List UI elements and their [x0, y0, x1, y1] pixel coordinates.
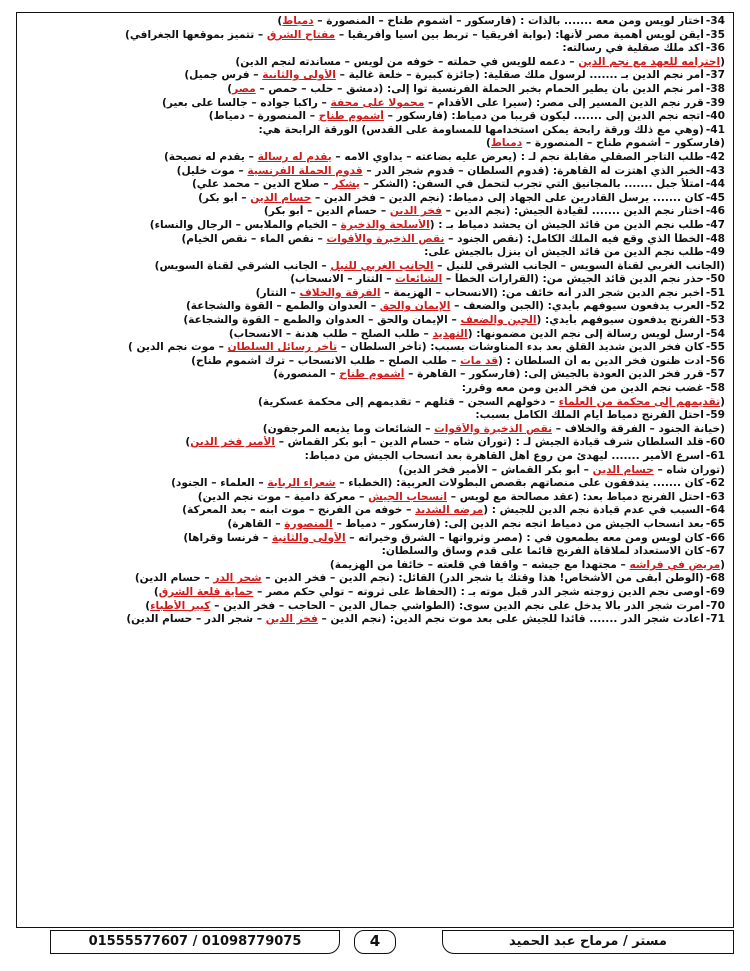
question-line: [25, 504, 725, 518]
question-number: 66-: [705, 531, 725, 544]
question-line: [25, 491, 725, 505]
question-text: – القاهرة): [227, 517, 285, 530]
question-line: [25, 572, 725, 586]
correct-answer: مصر: [232, 82, 256, 95]
question-number: 41-: [705, 123, 725, 136]
correct-answer: شعراء الربابة: [267, 477, 336, 490]
question-number: 49-: [705, 246, 725, 259]
question-text: كان ....... يرسل القادرين على الجهاد إلى دمياط: (نجم الدين – فخر الدين –: [311, 191, 704, 204]
teacher-name: مستر / مرماح عبد الحميد: [442, 930, 734, 954]
question-text: أمرت شجر الدر بألا يدخل على نجم الدين سوى: (الطواشي جمال الدين – الحاجب – فخر الدين –: [210, 599, 704, 612]
question-options-line: [25, 396, 725, 410]
question-text: – يقدم له نصيحة): [163, 150, 258, 163]
correct-answer: مرضه الشديد: [415, 504, 484, 517]
question-text: ): [227, 82, 233, 95]
question-line: [25, 341, 725, 355]
question-text: – معركة دامية – موت نجم الدين): [197, 490, 369, 503]
question-line: [25, 532, 725, 546]
question-text: – أبو بكر القماش – الأمير فخر الدين): [398, 463, 593, 476]
question-text: غضب نجم الدين من فخر الدين ومن معه وقرر:: [461, 382, 704, 395]
question-text: أكد ملك صقلية في رسالته:: [562, 42, 704, 55]
question-text: (: [720, 558, 725, 571]
question-text: – العدوان والطمع – القوة والشجاعة): [185, 300, 380, 313]
correct-answer: الفرقة والخلاف: [299, 286, 381, 299]
question-text: كان الاستعداد لملاقاة الفرنج قائما على قدم وساق والسلطان:: [381, 545, 704, 558]
question-line: [25, 314, 725, 328]
question-text: امتلأ جبل ....... بالمجانيق التي تجرب لتحمل في السفن: (الشكر –: [359, 178, 704, 191]
question-options-line: [25, 56, 725, 70]
question-text: (الجانب الغربي لقناة السويس – الجانب الشرقي للنيل –: [433, 259, 725, 272]
question-number: 40-: [705, 110, 725, 123]
question-line: [25, 586, 725, 600]
page-footer: [16, 930, 734, 954]
question-number: 43-: [705, 164, 725, 177]
question-number: 45-: [705, 191, 725, 204]
question-text: قرر فخر الدين العودة بالجيش إلى: (فارسكور – القاهرة –: [404, 368, 704, 381]
question-number: 71-: [705, 613, 725, 626]
question-text: كان ....... يتدفقون على منصاتهم بقصص البطولات العربية: (الخطباء –: [335, 477, 704, 490]
question-options-line: [25, 260, 725, 274]
question-text: – الشائعات وما يذيعه المرجفون): [262, 422, 435, 435]
correct-answer: دمياط: [490, 137, 523, 150]
correct-answer: قد مات: [460, 354, 499, 367]
question-number: 62-: [705, 477, 725, 490]
question-text: (الوطن أبقى من الأشخاص! هذا وقتك يا شجر الدر) القائل: (نجم الدين – فخر الدين –: [261, 572, 704, 585]
correct-answer: محمولا على محفة: [330, 96, 425, 109]
question-text: (وهي مع ذلك ورقة رابحة يمكن استخدامها للمساومة على القدس) الورقة الرابحة هي:: [258, 123, 704, 136]
question-text: – دعمه للويس في حملته – خوفه من لويس – مساندته لنجم الدين): [235, 55, 579, 68]
correct-answer: يقدم له رسالة: [257, 150, 332, 163]
question-line: [25, 300, 725, 314]
correct-answer: فخر الدين: [389, 205, 442, 218]
question-text: (: [720, 395, 725, 408]
question-number: 68-: [705, 572, 725, 585]
correct-answer: أشموم طناح: [339, 368, 405, 381]
question-text: طلب نجم الدين من قائد الجيش أن ينزل بالجيش على:: [424, 246, 704, 259]
question-text: أرسل لويس رسالة إلى نجم الدين مضمونها: (: [467, 327, 704, 340]
correct-answer: حسام الدين: [592, 463, 654, 476]
question-number: 61-: [705, 450, 725, 462]
correct-answer: الأسلحة والذخيرة: [340, 218, 430, 231]
question-text: – التتار): [255, 286, 300, 299]
question-number: 55-: [705, 341, 725, 354]
question-text: (: [720, 55, 725, 68]
question-list: [25, 15, 725, 627]
question-text: – تتميز بموقعها الجغرافي): [125, 28, 267, 41]
correct-answer: قدوم الحملة الفرنسية: [247, 164, 363, 177]
question-text: – مجتهدا مع جيشه – واقفا في قلعته – خائفا من الهزيمة): [329, 558, 630, 571]
correct-answer: انسحاب الجيش: [368, 490, 448, 503]
question-line: [25, 205, 725, 219]
correct-answer: التهديد: [432, 327, 468, 340]
question-line: [25, 42, 725, 56]
correct-answer: مفتاح الشرق: [266, 28, 336, 41]
question-text: – حسام الدين): [134, 572, 214, 585]
question-text: كان لويس ومن معه يطمعون في : (مصر وثرواتها – الشرق وخيراته –: [345, 531, 704, 544]
question-number: 42-: [705, 150, 725, 163]
question-text: – راكبا جواده – جالسا على بعير): [161, 96, 331, 109]
question-number: 50-: [705, 273, 725, 286]
question-text: – موت خليل): [176, 164, 248, 177]
correct-answer: الجبن والضعف: [460, 314, 537, 327]
correct-answer: المنصورة: [284, 517, 333, 530]
question-number: 69-: [705, 585, 725, 598]
correct-answer: حسام الدين: [250, 191, 312, 204]
correct-answer: الجانب الغربي للنيل: [330, 259, 434, 272]
question-number: 47-: [705, 218, 725, 231]
page-number: 4: [354, 930, 396, 954]
question-line: [25, 477, 725, 491]
question-text: (فارسكور – أشموم طناح – المنصورة –: [522, 137, 725, 150]
question-text: اتجه نجم الدين إلى ....... ليكون قريبا من دمياط: (فارسكور –: [383, 110, 704, 123]
question-line: [25, 97, 725, 111]
question-line: [25, 233, 725, 247]
question-text: – دخولهم السجن – قتلهم – تقديمهم إلى محكمة عسكرية): [258, 395, 559, 408]
question-line: [25, 518, 725, 532]
question-number: 56-: [705, 354, 725, 367]
question-text: أوصى نجم الدين زوجته شجر الدر قبل موته بـ : (الحفاظ على ثروته – تولي حكم مصر –: [253, 585, 704, 598]
question-text: – المنصورة): [273, 368, 340, 381]
question-number: 67-: [705, 545, 725, 558]
correct-answer: شجر الدر: [213, 572, 262, 585]
question-number: 60-: [705, 436, 725, 449]
question-text: – المنصورة – دمياط): [208, 110, 319, 123]
question-line: [25, 192, 725, 206]
question-text: أمر نجم الدين بأن يطير الحمام بخبر الحملة الفرنسية توا إلى: (دمشق – حلب – حمص –: [255, 82, 704, 95]
question-text: قرر نجم الدين المسير إلى مصر: (سيرا على الأقدام –: [424, 96, 704, 109]
phone-numbers: 01555577607 / 01098779075: [50, 930, 340, 954]
question-text: – حسام الدين – أبو بكر): [263, 205, 390, 218]
question-text: أسرع الأمير ....... ليهدئ من روع أهل القاهرة بعد انسحاب الجيش من دمياط:: [304, 450, 704, 462]
question-text: ): [145, 599, 151, 612]
question-text: أدت ظنون فخر الدين به أن السلطان : (: [498, 354, 704, 367]
question-number: 46-: [705, 205, 725, 218]
question-text: ): [486, 137, 491, 150]
question-line: [25, 15, 725, 29]
correct-answer: احترامه للعهد مع نجم الدين: [578, 55, 721, 68]
question-text: (توران شاه –: [653, 463, 725, 476]
question-text: السبب في عدم قيادة نجم الدين للجيش : (: [483, 504, 704, 517]
question-number: 51-: [705, 286, 725, 299]
question-text: – فرس جميل): [184, 69, 263, 82]
question-text: – الجانب الشرقي لقناة السويس): [154, 259, 331, 272]
question-text: – موت نجم الدين ): [127, 341, 228, 354]
worksheet-page: [16, 12, 734, 928]
question-text: حذر نجم الدين قائد الجيش من: (القرارات الخطأ –: [442, 273, 704, 286]
question-text: أعادت شجر الدر ....... قائدا للجيش على بعد موت نجم الدين: (نجم الدين –: [317, 613, 704, 626]
question-number: 65-: [705, 517, 725, 530]
question-line: [25, 436, 725, 450]
question-number: 48-: [705, 232, 725, 245]
question-options-line: [25, 423, 725, 437]
question-number: 44-: [705, 178, 725, 191]
question-line: [25, 29, 725, 43]
question-text: ): [153, 585, 159, 598]
question-line: [25, 69, 725, 83]
question-number: 64-: [705, 504, 725, 517]
question-text: ): [185, 436, 191, 449]
question-text: اختار لويس ومن معه ....... بالذات : (فارسكور – أشموم طناح – المنصورة –: [313, 15, 704, 27]
question-line: [25, 409, 725, 423]
correct-answer: مريض في فراشه: [629, 558, 721, 571]
question-text: احتل الفرنج دمياط بعد: (عقد مصالحة مع لويس –: [447, 490, 704, 503]
question-line: [25, 124, 725, 138]
question-options-line: [25, 137, 725, 151]
question-text: طلب نجم الدين من قائد الجيش أن يحشد دمياط بـ : (: [429, 218, 704, 231]
correct-answer: نقص الذخيرة والأقوات: [434, 422, 553, 435]
question-line: [25, 178, 725, 192]
question-number: 37-: [705, 69, 725, 82]
question-number: 52-: [705, 300, 725, 313]
question-text: طلب التاجر الصقلي مقابلة نجم لـ : (يعرض عليه بضاعته – يداوي آلامه –: [331, 150, 704, 163]
question-number: 36-: [705, 42, 725, 55]
question-text: قلد السلطان شرف قيادة الجيش لـ : (توران شاه – حسام الدين – أبو بكر القماش –: [275, 436, 704, 449]
question-line: [25, 545, 725, 559]
question-number: 38-: [705, 82, 725, 95]
question-text: – نقص الماء – نقص الخيام): [181, 232, 327, 245]
question-text: كان فخر الدين شديد القلق بعد بدء المناوشات بسبب: (تأخر السلطان –: [337, 341, 704, 354]
question-line: [25, 613, 725, 627]
question-line: [25, 328, 725, 342]
question-text: الخبر الذي اهتزت له القاهرة: (قدوم السلطان – قدوم شجر الدر –: [362, 164, 704, 177]
question-text: بعد انسحاب الجيش من دمياط اتجه نجم الدين إلى: (فارسكور – دمياط –: [332, 517, 704, 530]
question-text: العرب يدفعون سيوفهم بأيدي: (الجبن والضعف –: [450, 300, 704, 313]
correct-answer: تأخر رسائل السلطان: [227, 341, 338, 354]
question-number: 34-: [705, 15, 725, 27]
question-text: أيقن لويس أهمية مصر لأنها: (بوابة أفريقيا – تربط بين آسيا وأفريقيا –: [335, 28, 704, 41]
question-number: 53-: [705, 314, 725, 327]
question-options-line: [25, 464, 725, 478]
question-line: [25, 83, 725, 97]
question-text: احتل الفرنج دمياط أيام الملك الكامل بسبب:: [475, 409, 704, 422]
question-text: – شجر الدر – حسام الدين): [126, 613, 266, 626]
question-line: [25, 600, 725, 614]
question-text: أمر نجم الدين بـ ....... لرسول ملك صقلية: (جائزة كبيرة – خلعة غالية –: [335, 69, 704, 82]
question-line: [25, 382, 725, 396]
question-text: – صلاح الدين – محمد علي): [191, 178, 333, 191]
question-text: – فرنسا وقراها): [183, 531, 272, 544]
question-line: [25, 165, 725, 179]
correct-answer: فخر الدين: [265, 613, 318, 626]
question-text: اختار نجم الدين ....... لقيادة الجيش: (نجم الدين –: [441, 205, 704, 218]
correct-answer: دمياط: [282, 15, 314, 27]
question-text: الفرنج يدفعون سيوفهم بأيدي: (: [536, 314, 704, 327]
correct-answer: حماية قلعة الشرق: [158, 585, 254, 598]
question-text: ): [277, 15, 283, 27]
question-line: [25, 151, 725, 165]
correct-answer: يشكر: [332, 178, 360, 191]
question-text: – أبو بكر): [198, 191, 251, 204]
correct-answer: كبير الأطباء: [150, 599, 211, 612]
question-text: – خوفه من الفرنج – موت ابنه – بعد المعركة): [182, 504, 416, 517]
question-number: 63-: [705, 490, 725, 503]
question-line: [25, 450, 725, 464]
question-line: [25, 273, 725, 287]
question-line: [25, 246, 725, 260]
correct-answer: الأولى والثانية: [271, 531, 346, 544]
question-text: الخطأ الذي وقع فيه الملك الكامل: (نقص الجنود –: [444, 232, 704, 245]
question-text: – طلب الصلح – طلب الانسحاب – ترك أشموم طناح): [191, 354, 461, 367]
question-text: – الخيام والملابس – الرجال والنساء): [149, 218, 341, 231]
question-number: 54-: [705, 327, 725, 340]
question-line: [25, 355, 725, 369]
question-line: [25, 110, 725, 124]
question-text: – الإيمان والحق – العدوان والطمع – القوة والشجاعة): [183, 314, 461, 327]
correct-answer: الإيمان والحق: [379, 300, 451, 313]
question-line: [25, 219, 725, 233]
question-number: 39-: [705, 96, 725, 109]
correct-answer: الأمير فخر الدين: [190, 436, 275, 449]
correct-answer: الأولى والثانية: [262, 69, 336, 82]
correct-answer: تقديمهم إلى محكمة من العلماء: [558, 395, 721, 408]
question-number: 58-: [705, 382, 725, 395]
correct-answer: أشموم طناح: [318, 110, 384, 123]
question-text: – التتار – الانسحاب): [290, 273, 396, 286]
question-options-line: [25, 559, 725, 573]
question-text: – طلب الصلح – طلب هدنة – الانسحاب): [228, 327, 433, 340]
question-text: – العلماء – الجنود): [171, 477, 268, 490]
correct-answer: الشائعات: [395, 273, 443, 286]
question-number: 59-: [705, 409, 725, 422]
question-text: أخبر نجم الدين شجر الدر أنه خائف من: (الانسحاب – الهزيمة –: [380, 286, 704, 299]
question-number: 35-: [705, 28, 725, 41]
correct-answer: نقص الذخيرة والأقوات: [326, 232, 445, 245]
question-number: 70-: [705, 599, 725, 612]
question-line: [25, 368, 725, 382]
question-text: (خيانة الجنود – الفرقة والخلاف –: [552, 422, 725, 435]
question-number: 57-: [705, 368, 725, 381]
question-line: [25, 287, 725, 301]
